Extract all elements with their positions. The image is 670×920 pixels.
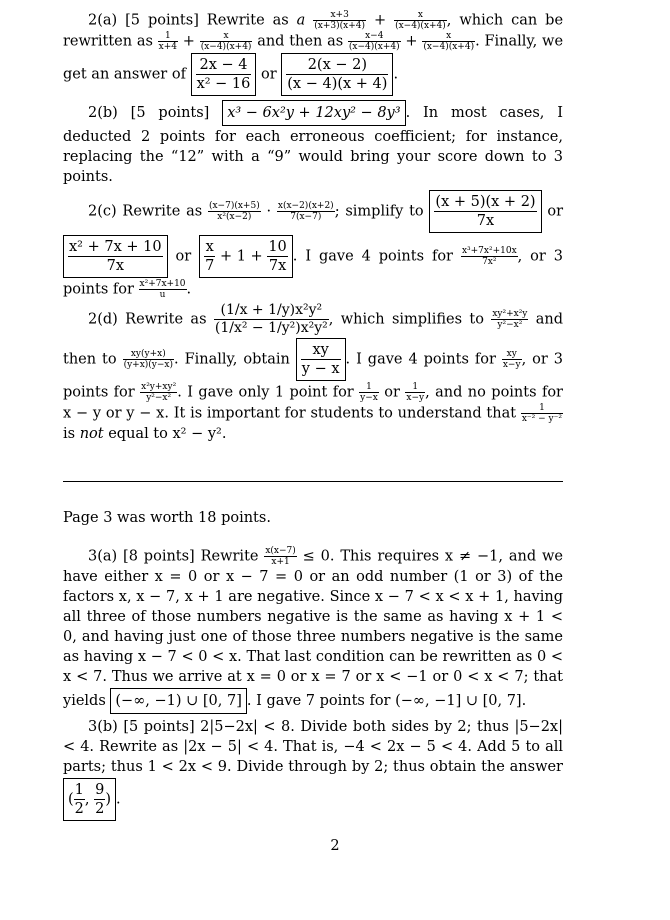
text: , which simplifies to: [328, 311, 492, 328]
fraction: [286, 56, 388, 93]
numerator: x(x−7): [265, 546, 296, 556]
numerator: x: [205, 239, 214, 255]
denominator: y²−x²: [146, 393, 172, 403]
denominator: 7x: [106, 258, 124, 274]
fraction: [158, 31, 178, 52]
denominator: x−y: [406, 393, 425, 403]
problem-3a: [63, 546, 563, 715]
denominator: (x+3)(x+4): [314, 21, 365, 31]
numerator: x: [200, 31, 253, 42]
text: and then as: [252, 33, 348, 50]
text: is: [63, 426, 80, 442]
answer-box: [296, 338, 346, 381]
numerator: x+3: [313, 10, 366, 21]
numerator: x: [422, 31, 475, 42]
denominator: (x−4)(x+4): [348, 42, 400, 52]
answer-box: [63, 778, 116, 821]
text: , or 3 points for: [63, 351, 563, 401]
numerator: xy(y+x): [123, 349, 174, 360]
spacer: [63, 530, 563, 546]
fraction: [461, 246, 518, 267]
numerator: 2(x − 2): [286, 56, 388, 75]
page-3-section: [63, 508, 563, 824]
denominator: (x − 4)(x + 4): [287, 76, 388, 92]
denominator: x² − 16: [196, 76, 251, 92]
numerator: 2x − 4: [196, 56, 252, 75]
numerator: (x + 5)(x + 2): [435, 194, 536, 210]
denominator: y²−x²: [497, 320, 523, 330]
denominator: x+4: [158, 42, 178, 52]
text: 3(a) [8 points] Rewrite: [88, 548, 265, 565]
text: 2(b) [5 points]: [88, 105, 223, 121]
text: , or 3 points for: [63, 248, 564, 298]
text: or: [167, 248, 200, 265]
numerator: x−4: [348, 31, 401, 42]
numerator: x³+7x²+10x: [461, 246, 517, 256]
numerator: 1: [405, 382, 425, 393]
numerator: 1: [74, 782, 84, 798]
denominator: x⁻² − y⁻²: [521, 414, 562, 424]
text: . Finally, we get an answer of: [63, 33, 564, 83]
denominator: x+1: [271, 557, 290, 567]
text: .: [116, 791, 121, 808]
problem-2b: [63, 99, 563, 187]
page-body: [63, 10, 563, 446]
fraction: [123, 349, 174, 370]
text: a: [296, 12, 306, 29]
page-number: 2: [330, 838, 340, 854]
denominator: 7(x−7): [290, 212, 322, 222]
text: ,: [84, 791, 95, 808]
denominator: (x−4)(x+4): [423, 42, 475, 52]
denominator: u: [159, 290, 166, 300]
text: or: [547, 203, 564, 220]
text: . I gave 4 points for: [345, 351, 502, 368]
text: .: [393, 66, 399, 83]
answer-box: [199, 235, 293, 278]
fraction: [405, 382, 425, 403]
fraction: [139, 279, 187, 300]
text: (: [68, 791, 74, 808]
fraction: [68, 238, 163, 275]
denominator: 7x²: [482, 257, 497, 267]
fraction: [208, 201, 261, 222]
denominator: (1/x² − 1/y²)x²y²: [214, 320, 328, 336]
fraction: [491, 309, 528, 330]
text: ≤ 0. This requires x ≠ −1, and we have either x = 0 or x − 7 = 0 or an odd number (1 or 3) of the factors x, x − 7, x + 1 are negative. Since x − 7 < x < x + 1, having all three of those numbers negative is the same as having x + 1 < 0, and having just one of those three numbers negative is the same as having x − 7 < 0 < x. That last condition can be rewritten as 0 < x < 7. Thus we arrive at x = 0 or x = 7 or x < −1 or 0 < x < 7; that yields: [63, 548, 563, 709]
fraction: [140, 382, 177, 403]
text: , and no points for x − y or y − x. It is important for students to understand that: [63, 384, 563, 422]
answer-box: [429, 190, 541, 233]
numerator: xy²+x²y: [492, 309, 528, 319]
fraction: [422, 31, 475, 52]
text: ; simplify to: [334, 203, 430, 220]
fraction: [277, 201, 335, 222]
emphasis-text: not: [79, 426, 104, 442]
answer-box: [63, 235, 168, 278]
section-divider: [63, 481, 563, 482]
text: +: [405, 33, 418, 50]
text: equal to x² − y².: [103, 426, 227, 442]
text: +: [373, 12, 387, 29]
denominator: 2: [95, 801, 105, 817]
text: + 1 +: [215, 248, 268, 265]
text: ): [105, 791, 112, 808]
problem-2d: [63, 302, 563, 444]
denominator: (x−4)(x+4): [395, 21, 446, 31]
denominator: x−y: [502, 360, 521, 370]
fraction: [264, 546, 296, 567]
fraction: [94, 781, 105, 818]
problem-2c: [63, 189, 563, 300]
page-3-worth: Page 3 was worth 18 points.: [63, 510, 271, 526]
text: (−∞, −1) ∪ [0, 7]: [115, 693, 242, 709]
fraction: [359, 382, 379, 403]
fraction: [200, 31, 253, 52]
text: ·: [260, 203, 277, 220]
fraction: [204, 238, 215, 275]
numerator: x: [394, 10, 447, 21]
numerator: x(x−2)(x+2): [277, 201, 334, 211]
answer-box: [281, 53, 393, 96]
fraction: [214, 302, 329, 337]
answer-box: [222, 100, 405, 126]
text: 2(c) Rewrite as: [88, 203, 208, 220]
denominator: y−x: [360, 393, 378, 403]
text: or: [256, 66, 282, 83]
answer-box: [110, 688, 247, 714]
text: .: [186, 281, 192, 298]
text: +: [182, 33, 195, 50]
fraction: [74, 781, 85, 818]
numerator: xy: [502, 349, 522, 360]
numerator: 10: [268, 239, 287, 255]
numerator: 1: [521, 403, 563, 414]
text: 2(a) [5 points] Rewrite as: [88, 12, 297, 29]
text: and then to: [63, 311, 564, 368]
denominator: 7x: [268, 258, 287, 274]
text: . I gave 7 points for (−∞, −1] ∪ [0, 7].: [246, 693, 527, 709]
fraction: [434, 193, 536, 230]
fraction: [502, 349, 522, 370]
text: . In most cases, I deducted 2 points for each erroneous coefficient; for instance, replacing the “12” with a “9” would bring your score down to 3 points.: [63, 105, 563, 185]
numerator: x² + 7x + 10: [69, 239, 162, 255]
numerator: x²y+xy²: [141, 382, 177, 392]
fraction: [301, 341, 341, 378]
fraction: [348, 31, 401, 52]
fraction: [394, 10, 447, 31]
fraction: [521, 403, 563, 424]
text: x³ − 6x²y + 12xy² − 8y³: [227, 105, 401, 121]
text: or: [378, 384, 406, 401]
problem-3b: [63, 717, 563, 822]
numerator: (x−7)(x+5): [208, 201, 260, 211]
fraction: [313, 10, 366, 31]
fraction: [196, 56, 252, 93]
text: 3(b) [5 points] 2|5−2x| < 8. Divide both sides by 2; thus |5−2x| < 4. Rewrite as |2x − 5| < 4. That is, −4 < 2x − 5 < 4. Add 5 to all parts; thus 1 < 2x < 9. Divide through by 2; thus obtain the answer: [63, 719, 563, 775]
numerator: 1: [359, 382, 379, 393]
text: 2(d) Rewrite as: [88, 311, 214, 328]
denominator: (x−4)(x+4): [200, 42, 252, 52]
numerator: x²+7x+10: [139, 279, 186, 289]
fraction: [267, 238, 287, 275]
denominator: y − x: [301, 361, 340, 377]
text: . Finally, obtain: [174, 351, 296, 368]
denominator: 7: [205, 258, 215, 274]
problem-2a: [63, 10, 563, 97]
numerator: 9: [95, 782, 105, 798]
denominator: 2: [74, 801, 84, 817]
denominator: 7x: [476, 213, 495, 229]
numerator: (1/x + 1/y)x²y²: [214, 302, 329, 320]
text: , which can be rewritten as: [63, 12, 564, 50]
numerator: xy: [301, 341, 341, 360]
denominator: x²(x−2): [217, 212, 252, 222]
numerator: 1: [158, 31, 178, 42]
denominator: (y+x)(y−x): [123, 360, 174, 370]
answer-box: [191, 53, 257, 96]
text: . I gave only 1 point for: [177, 384, 360, 401]
text: . I gave 4 points for: [292, 248, 461, 265]
